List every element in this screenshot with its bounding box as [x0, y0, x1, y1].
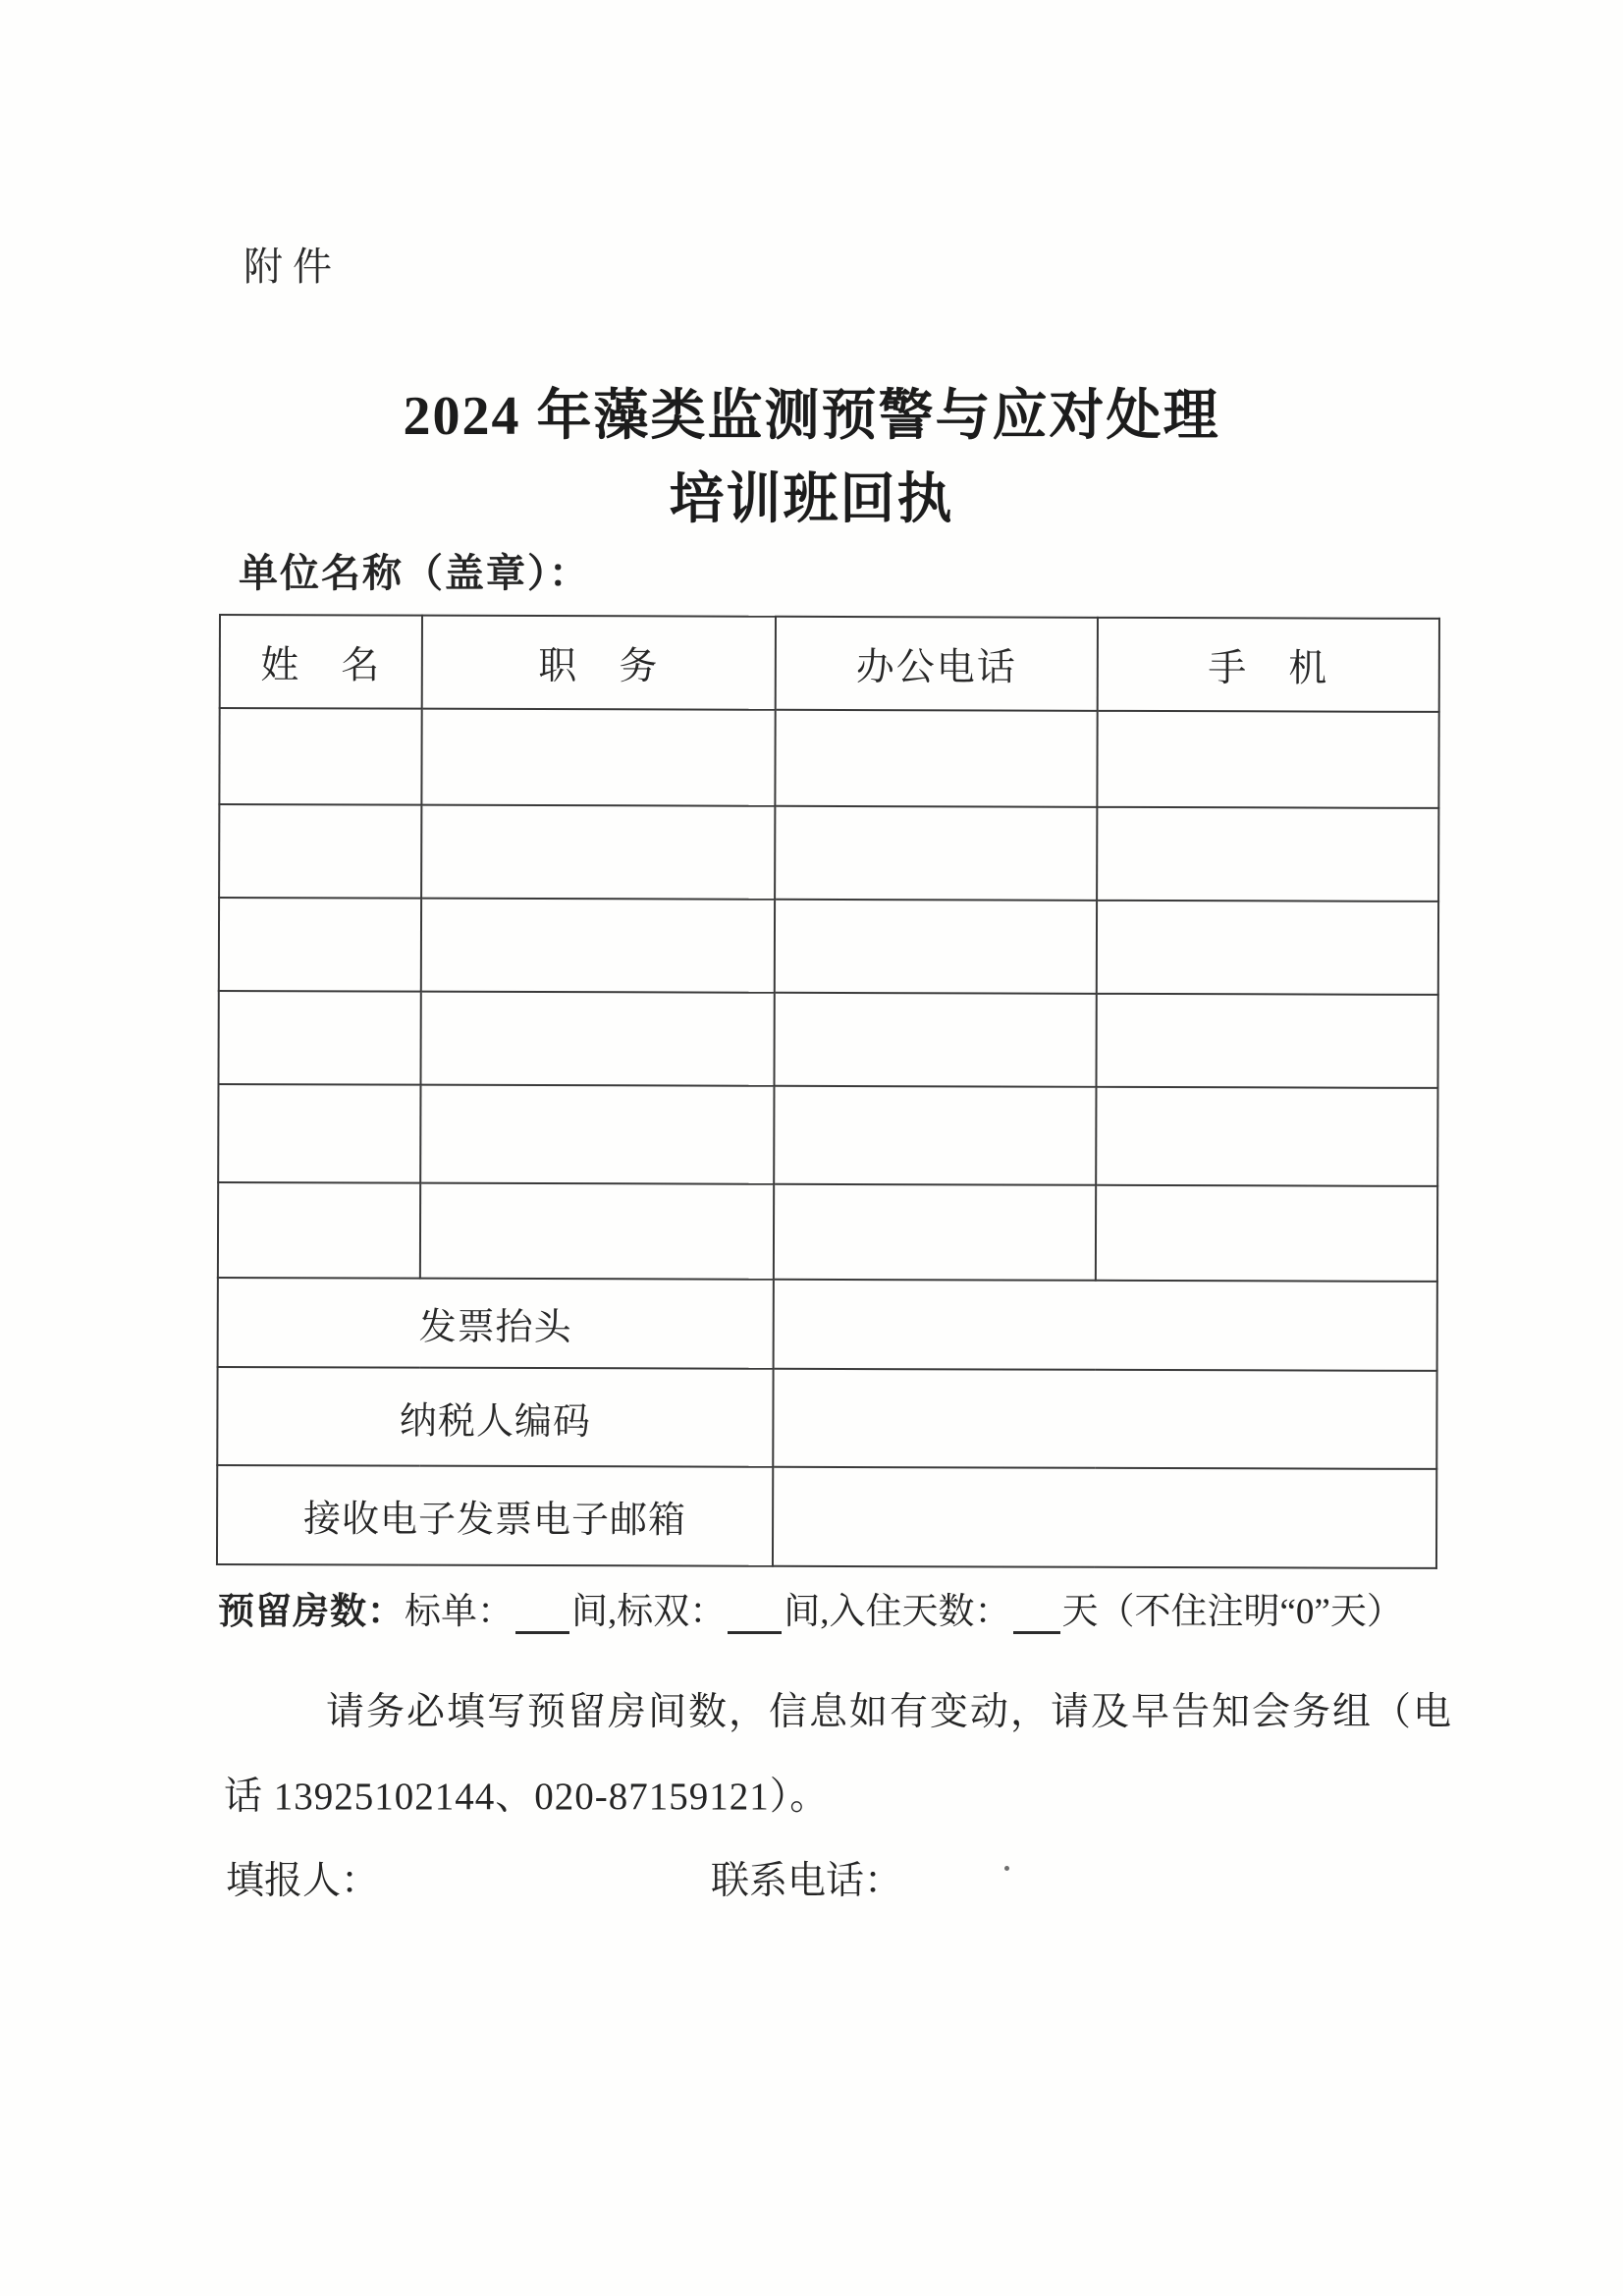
table-header-row: [220, 615, 1439, 712]
invoice-email-row: [217, 1465, 1436, 1568]
table-row: [218, 1182, 1437, 1282]
invoice-email-value-cell: [773, 1467, 1436, 1568]
attachment-label: 附件: [243, 245, 342, 289]
title-line-1: 2024 年藻类监测预警与应对处理: [403, 386, 1220, 447]
scan-dot-artifact: [1004, 1866, 1009, 1871]
empty-cell: [218, 991, 420, 1085]
taxpayer-code-value-cell: [773, 1369, 1436, 1469]
double-room-count-blank: [728, 1595, 782, 1634]
unit-name-seal-label: 单位名称（盖章）：: [239, 551, 590, 595]
taxpayer-code-label: 纳税人编码: [217, 1367, 773, 1467]
taxpayer-code-row: [217, 1367, 1436, 1469]
col-header-position: 职 务: [422, 616, 776, 710]
title-line-2: 培训班回执: [669, 469, 954, 530]
col-header-name: 姓 名: [220, 615, 422, 709]
empty-cell: [421, 899, 775, 993]
invoice-email-label: 接收电子发票电子邮箱: [217, 1465, 773, 1566]
empty-cell: [775, 806, 1097, 901]
empty-cell: [1097, 901, 1438, 995]
empty-cell: [219, 708, 421, 805]
empty-cell: [420, 992, 774, 1086]
empty-cell: [1096, 994, 1437, 1088]
filler-contact-line: [226, 1850, 1306, 1905]
table-row: [219, 708, 1438, 808]
empty-cell: [420, 1085, 774, 1184]
note-paragraph-line-2: 话 13925102144、020-87159121）。: [224, 1776, 830, 1818]
empty-cell: [421, 709, 775, 806]
col-header-office-phone: 办公电话: [776, 617, 1098, 711]
empty-cell: [218, 1182, 420, 1279]
empty-cell: [775, 710, 1097, 807]
empty-cell: [219, 804, 421, 899]
filler-person-label: 填报人：: [226, 1860, 380, 1902]
room-line-tail: 天（不住注明“0”天）: [1061, 1592, 1403, 1632]
table-row: [219, 898, 1438, 995]
single-room-label: 标单：: [405, 1592, 514, 1632]
empty-cell: [420, 1183, 774, 1280]
contact-phone-label: 联系电话：: [711, 1860, 903, 1902]
reserved-rooms-label: 预留房数：: [218, 1592, 405, 1632]
stay-days-blank: [1013, 1595, 1060, 1634]
empty-cell: [775, 900, 1097, 994]
double-room-label: 间,标双：: [571, 1592, 727, 1632]
empty-cell: [1097, 711, 1438, 808]
note-paragraph-line-1: 请务必填写预留房间数，信息如有变动，请及早告知会务组（电: [326, 1691, 1454, 1733]
reserved-rooms-line: [218, 1581, 1475, 1634]
empty-cell: [774, 993, 1096, 1087]
empty-cell: [774, 1086, 1096, 1185]
col-header-mobile: 手 机: [1098, 618, 1439, 712]
empty-cell: [1096, 1087, 1437, 1186]
registration-table: [216, 614, 1440, 1569]
stay-days-label: 间,入住天数：: [784, 1592, 1011, 1632]
invoice-title-value-cell: [774, 1280, 1437, 1371]
empty-cell: [1097, 807, 1438, 902]
document-title: [0, 375, 1623, 542]
empty-cell: [1096, 1185, 1437, 1282]
empty-cell: [219, 898, 421, 992]
empty-cell: [421, 805, 775, 900]
empty-cell: [218, 1084, 420, 1183]
empty-cell: [774, 1184, 1096, 1281]
table-row: [218, 1084, 1437, 1186]
table-row: [219, 804, 1438, 902]
invoice-title-row: [218, 1278, 1437, 1371]
table-row: [218, 991, 1437, 1088]
invoice-title-label: 发票抬头: [218, 1278, 774, 1369]
single-room-count-blank: [515, 1595, 569, 1634]
